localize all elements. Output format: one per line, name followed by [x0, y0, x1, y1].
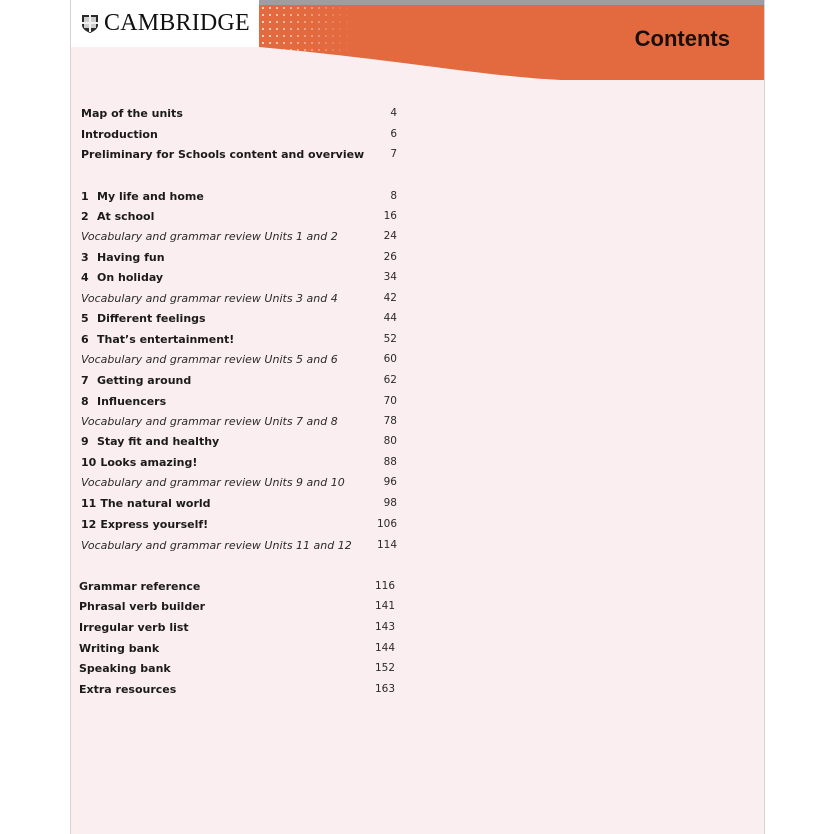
toc-entry-review[interactable]: Vocabulary and grammar review Units 7 and 8 78 — [81, 414, 397, 428]
table-of-contents — [71, 0, 764, 834]
toc-entry-phrasal-verb-builder[interactable]: Phrasal verb builder 141 — [79, 599, 395, 613]
contents-page — [70, 0, 765, 834]
page-title: Contents — [634, 26, 730, 51]
toc-entry-extra-resources[interactable]: Extra resources 163 — [79, 682, 395, 696]
toc-entry-unit[interactable]: 6 That’s entertainment! 52 — [81, 332, 397, 346]
toc-entry-unit[interactable]: 8 Influencers 70 — [81, 394, 397, 408]
toc-entry-review[interactable]: Vocabulary and grammar review Units 3 and 4 42 — [81, 291, 397, 305]
toc-entry-review[interactable]: Vocabulary and grammar review Units 1 and 2 24 — [81, 229, 397, 243]
toc-entry-unit[interactable]: 11 The natural world 98 — [81, 496, 397, 510]
toc-entry-unit[interactable]: 3 Having fun 26 — [81, 250, 397, 264]
toc-entry-unit[interactable]: 10 Looks amazing! 88 — [81, 455, 397, 469]
toc-entry-unit[interactable]: 7 Getting around 62 — [81, 373, 397, 387]
toc-entry-preliminary[interactable]: Preliminary for Schools content and overview 7 — [81, 147, 397, 161]
toc-entry-irregular-verb-list[interactable]: Irregular verb list 143 — [79, 620, 395, 634]
toc-entry-speaking-bank[interactable]: Speaking bank 152 — [79, 661, 395, 675]
toc-entry-unit[interactable]: 12 Express yourself! 106 — [81, 517, 397, 531]
toc-entry-unit[interactable]: 2 At school 16 — [81, 209, 397, 223]
toc-entry-unit[interactable]: 5 Different feelings 44 — [81, 311, 397, 325]
toc-entry-review[interactable]: Vocabulary and grammar review Units 11 and 12 114 — [81, 538, 397, 552]
toc-entry-writing-bank[interactable]: Writing bank 144 — [79, 641, 395, 655]
toc-entry-review[interactable]: Vocabulary and grammar review Units 9 and 10 96 — [81, 475, 397, 489]
toc-entry-review[interactable]: Vocabulary and grammar review Units 5 and 6 60 — [81, 352, 397, 366]
toc-entry-grammar-reference[interactable]: Grammar reference 116 — [79, 579, 395, 593]
toc-entry-unit[interactable]: 9 Stay fit and healthy 80 — [81, 434, 397, 448]
toc-entry-unit[interactable]: 1 My life and home 8 — [81, 189, 397, 203]
toc-entry-unit[interactable]: 4 On holiday 34 — [81, 270, 397, 284]
toc-entry-introduction[interactable]: Introduction 6 — [81, 127, 397, 141]
publisher-name: CAMBRIDGE — [104, 10, 250, 36]
toc-entry-map-of-units[interactable]: Map of the units 4 — [81, 106, 397, 120]
